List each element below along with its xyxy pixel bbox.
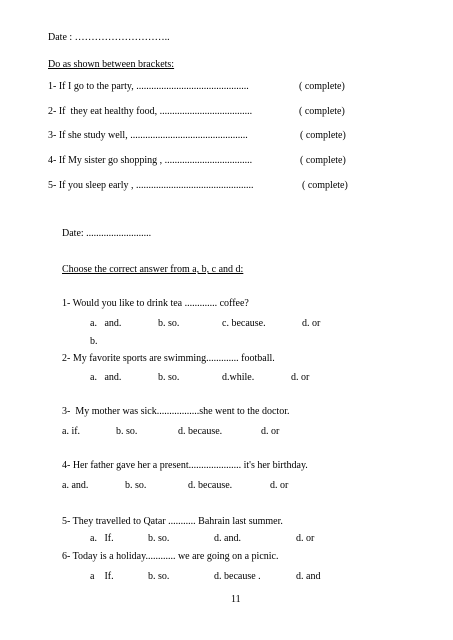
question: 1- Would you like to drink tea ............. coffee? — [62, 298, 249, 309]
option: a. and. — [90, 318, 122, 329]
option: d. or — [261, 426, 280, 437]
option: c. because. — [222, 318, 266, 329]
question: 6- Today is a holiday............ we are going on a picnic. — [62, 551, 279, 562]
option: a. if. — [62, 426, 81, 437]
option: a If. — [90, 571, 114, 582]
option: d. because . — [214, 571, 261, 582]
exercise-instruction: ( complete) — [300, 130, 346, 141]
exercise-instruction: ( complete) — [299, 106, 345, 117]
option: d. or — [270, 480, 289, 491]
option: b. — [90, 336, 98, 347]
option: d. and — [296, 571, 321, 582]
exercise-item: 3- If she study well, ............................................... — [48, 130, 248, 141]
page-number: 11 — [231, 594, 241, 605]
option: b. so. — [116, 426, 138, 437]
option: d. and. — [214, 533, 241, 544]
option: b. so. — [158, 372, 180, 383]
question: 3- My mother was sick.................she went to the doctor. — [62, 406, 290, 417]
option: d. or — [302, 318, 321, 329]
exercise-instruction: ( complete) — [302, 180, 348, 191]
option: d.while. — [222, 372, 255, 383]
exercise-instruction: ( complete) — [299, 81, 345, 92]
exercise-item: 2- If they eat healthy food, ..................................... — [48, 106, 253, 117]
question: 4- Her father gave her a present..................... it's her birthday. — [62, 460, 308, 471]
option: d. or — [296, 533, 315, 544]
exercise-item: 4- If My sister go shopping , ................................... — [48, 155, 253, 166]
option: a. and. — [90, 372, 122, 383]
date-line: Date : ……………………….. — [48, 32, 170, 43]
option: d. because. — [178, 426, 223, 437]
question: 2- My favorite sports are swimming............. football. — [62, 353, 275, 364]
option: a. and. — [62, 480, 89, 491]
question: 5- They travelled to Qatar ........... Bahrain last summer. — [62, 516, 283, 527]
option: b. so. — [158, 318, 180, 329]
option: d. or — [291, 372, 310, 383]
option: a. If. — [90, 533, 114, 544]
option: b. so. — [148, 533, 170, 544]
option: b. so. — [125, 480, 147, 491]
exercise-item: 5- If you sleep early , ............................................... — [48, 180, 254, 191]
section-heading: Choose the correct answer from a, b, c and d: — [62, 264, 244, 275]
exercise-item: 1- If I go to the party, ............................................. — [48, 81, 249, 92]
option: d. because. — [188, 480, 233, 491]
option: b. so. — [148, 571, 170, 582]
exercise-instruction: ( complete) — [300, 155, 346, 166]
section-heading: Do as shown between brackets: — [48, 59, 175, 70]
date-line: Date: .......................... — [62, 228, 152, 239]
